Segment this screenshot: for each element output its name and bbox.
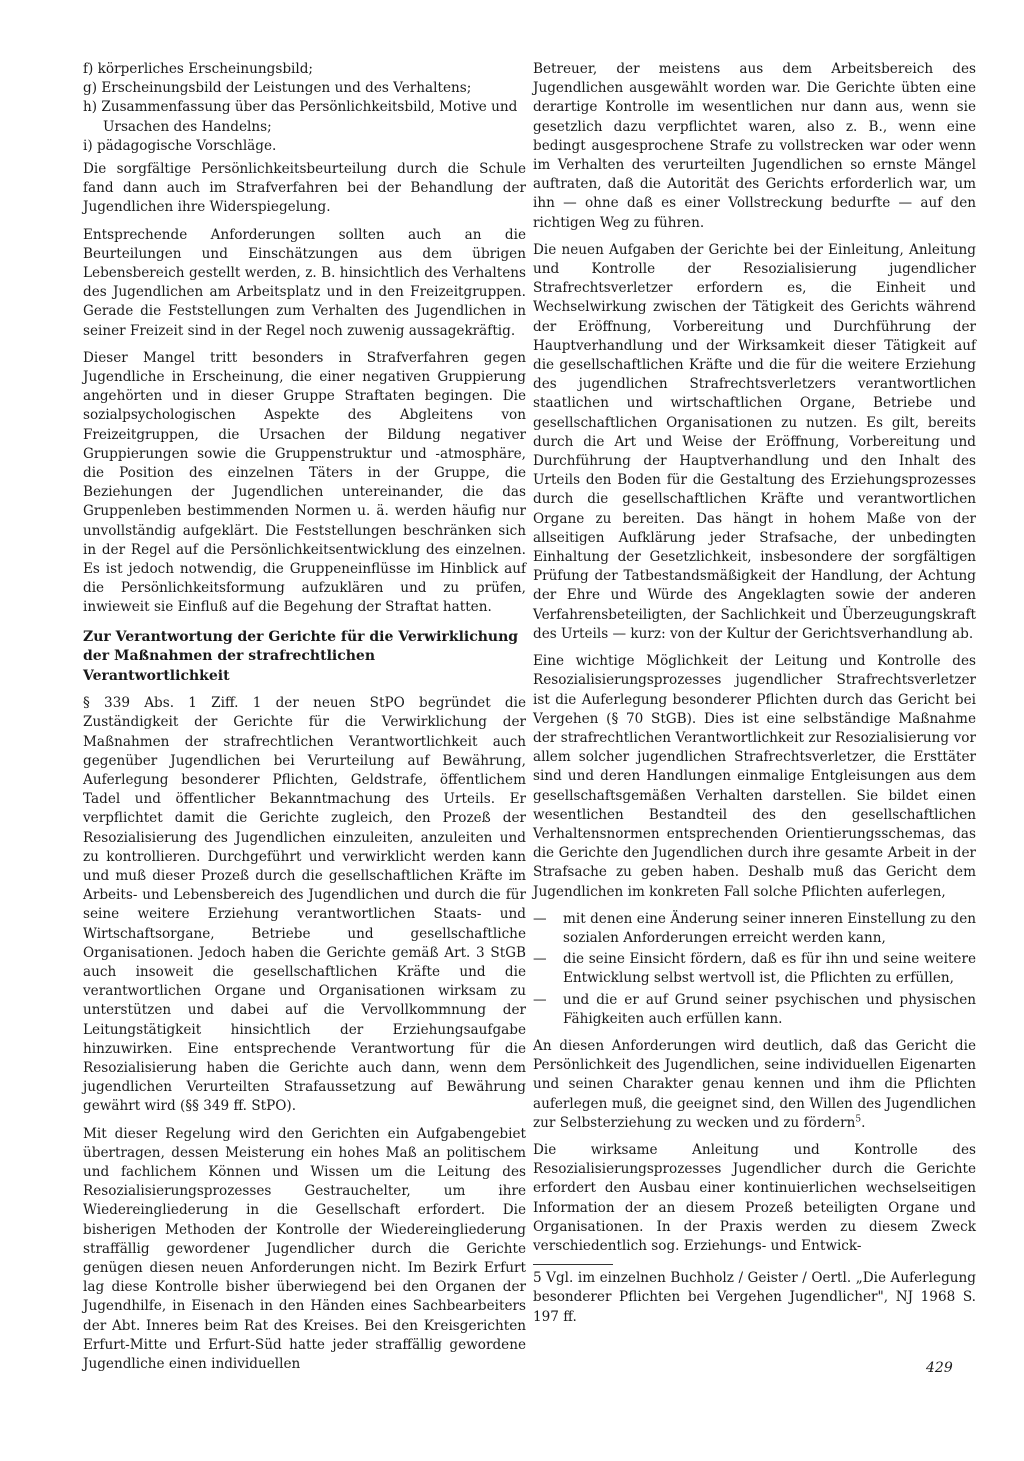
left-column (83, 60, 526, 1382)
body-paragraph: Eine wichtige Möglichkeit der Leitung und Kontrolle des Resozialisierungsprozesses jugendlicher Strafrechtsverletzer ist die Auferlegung besonderer Pflichten durch das Gericht bei Vergehen (§ 70 StGB). Dies ist eine selbständige Maßnahme der strafrechtlichen Verantwortlichkeit zur Resozialisierung vor allem solcher jugendlichen Strafrechtsverletzer, die Ersttäter sind und deren Handlungen einmalige Entgleisungen aus dem gesellschaftsgemäßen Verhalten darstellen. Sie bildet einen wesentlichen Bestandteil des den gesellschaftlichen Verhaltensnormen entsprechenden Orientierungsschemas, das die Gerichte den Jugendlichen durch ihre gesamte Arbeit in der Strafsache zu geben haben. Deshalb muß das Gericht dem Jugendlichen im konkreten Fall solche Pflichten auferlegen, (533, 653, 976, 900)
footnote-divider (533, 1264, 613, 1265)
footnote: 5 Vgl. im einzelnen Buchholz / Geister / Oertl. „Die Auferlegung besonderer Pflichten bei Vergehen Jugendlicher", NJ 1968 S. 197 ff. (533, 1270, 976, 1325)
body-paragraph: Dieser Mangel tritt besonders in Strafverfahren gegen Jugendliche in Erscheinung, die einer negativen Gruppierung angehörten und in dieser Gruppe Straftaten begingen. Die sozialpsychologischen Aspekte des Abgleitens von Freizeitgruppen, die Ursachen der Bildung negativer Gruppierungen sowie die Gruppenstruktur und -atmosphäre, die Position des einzelnen Täters in der Gruppe, die Beziehungen der Jugendlichen untereinander, die das Gruppenleben bestimmenden Normen u. ä. werden häufig nur unvollständig aufgeklärt. Die Feststellungen beschränken sich in der Regel auf die Persönlichkeitsentwicklung des einzelnen. Es ist jedoch notwendig, die Gruppeneinflüsse im Hinblick auf die Persönlichkeitsformung aufzuklären und zu prüfen, inwieweit sie Einfluß auf die Begehung der Straftat hatten. (83, 349, 526, 616)
list-item: h) Zusammenfassung über das Persönlichkeitsbild, Motive und Ursachen des Handelns; (83, 99, 518, 135)
body-paragraph (533, 1037, 976, 1133)
list-item-text: und die er auf Grund seiner psychischen und physischen Fähigkeiten auch erfüllen kann. (563, 991, 976, 1027)
dash-bullet: — (533, 951, 547, 968)
body-paragraph: Entsprechende Anforderungen sollten auch an die Beurteilungen und Einschätzungen aus dem übrigen Lebensbereich gestellt werden, z. B. hinsichtlich des Verhaltens des Jugendlichen am Arbeitsplatz und in den Freizeitgruppen. Gerade die Feststellungen zum Verhalten des Jugendlichen in seiner Freizeit sind in der Regel noch zuwenig aussagekräftig. (83, 226, 526, 339)
body-paragraph: Die neuen Aufgaben der Gerichte bei der Einleitung, Anleitung und Kontrolle der Resozialisierung jugendlicher Strafrechtsverletzer erfordern es, die Einheit und Wechselwirkung zwischen der Tätigkeit des Gerichts während der Eröffnung, Vorbereitung und Durchführung der Hauptverhandlung und der Wirksamkeit dieser Tätigkeit auf die gesellschaftlichen Kräfte und die für die weitere Erziehung des jugendlichen Strafrechtsverletzers verantwortlichen staatlichen und wirtschaftlichen Organe, Betriebe und gesellschaftlichen Organisationen zu nutzen. Es gilt, bereits durch die Art und Weise der Eröffnung, Vorbereitung und Durchführung der Hauptverhandlung und den Inhalt des Urteils den Boden für die Gestaltung des Erziehungsprozesses durch die gesellschaftlichen Kräfte und verantwortlichen Organe zu bereiten. Das hängt in hohem Maße von der allseitigen Aufklärung jeder Strafsache, der unbedingten Einhaltung der Gesetzlichkeit, insbesondere der sorgfältigen Prüfung der Tatbestandsmäßigkeit der Handlung, der Achtung der Ehre und Würde des Angeklagten sowie der anderen Verfahrensbeteiligten, der Sachlichkeit und Überzeugungskraft des Urteils — kurz: von der Kultur der Gerichtsverhandlung ab. (533, 241, 976, 642)
paragraph-end: . (861, 1114, 866, 1131)
assessment-criteria-list (83, 60, 526, 156)
section-heading: Zur Verantwortung der Gerichte für die Verwirklichung der Maßnahmen der strafrechtlichen Verantwortlichkeit (83, 628, 519, 684)
paragraph-text: An diesen Anforderungen wird deutlich, daß das Gericht die Persönlichkeit des Jugendlichen, seine individuellen Eigenarten und seinen Charakter genau kennen und ihm die Pflichten auferlegen muß, die geeignet sind, den Willen des Jugendlichen zur Selbsterziehung zu wecken und zu fördern (533, 1037, 976, 1131)
list-item-text: mit denen eine Änderung seiner inneren Einstellung zu den sozialen Anforderungen erreicht werden kann, (563, 910, 976, 946)
dash-bullet: — (533, 991, 547, 1008)
list-item: g) Erscheinungsbild der Leistungen und des Verhaltens; (83, 80, 472, 97)
list-item (533, 991, 976, 1029)
list-item-text: die seine Einsicht fördern, daß es für ihn und seine weitere Entwicklung selbst wertvoll ist, die Pflichten zu erfüllen, (563, 951, 976, 987)
body-paragraph: § 339 Abs. 1 Ziff. 1 der neuen StPO begründet die Zuständigkeit der Gerichte für die Verwirklichung der Maßnahmen der strafrechtlichen Verantwortlichkeit auch gegenüber Jugendlichen bei Verurteilung auf Bewährung, Auferlegung besonderer Pflichten, Geldstrafe, öffentlichem Tadel und öffentlicher Bekanntmachung des Urteils. Er verpflichtet damit die Gerichte zugleich, den Prozeß der Resozialisierung des Jugendlichen einzuleiten, anzuleiten und zu kontrollieren. Durchgeführt und verwirklicht werden kann und muß dieser Prozeß durch die gesellschaftlichen Kräfte im Arbeits- und Lebensbereich des Jugendlichen und durch die für seine weitere Erziehung verantwortlichen Staats- und Wirtschaftsorgane, Betriebe und gesellschaftliche Organisationen. Jedoch haben die Gerichte gemäß Art. 3 StGB auch insoweit die gesellschaftlichen Kräfte und die verantwortlichen Organe und Organisationen wirksam zu unterstützen und dabei auf die Vervollkommnung der Leitungstätigkeit hinsichtlich der Erziehungsaufgabe hinzuwirken. Eine entsprechende Verantwortung für die Resozialisierung haben die Gerichte auch dann, wenn dem jugendlichen Verurteilten Strafaussetzung auf Bewährung gewährt wird (§§ 349 ff. StPO). (83, 695, 526, 1115)
list-item (533, 950, 976, 988)
body-paragraph: Die wirksame Anleitung und Kontrolle des Resozialisierungsprozesses Jugendlicher durch die Gerichte erfordert den Ausbau einer kontinuierlichen wechselseitigen Information der an diesem Prozeß beteiligten Organe und Organisationen. In der Praxis werden zu diesem Zweck verschiedentlich sog. Erziehungs- und Entwick- (533, 1141, 976, 1254)
list-item: i) pädagogische Vorschläge. (83, 137, 277, 154)
list-item: f) körperliches Erscheinungsbild; (83, 61, 314, 77)
dash-bullet: — (533, 910, 547, 927)
list-item (533, 910, 976, 948)
body-paragraph: Betreuer, der meistens aus dem Arbeitsbereich des Jugendlichen ausgewählt worden war. Die Gerichte übten eine derartige Kontrolle im wesentlichen nur dann aus, wenn sie gesetzlich dazu verpflichtet waren, also z. B., wenn eine bedingt ausgesprochene Strafe zu vollstrecken war oder wenn im Verhalten des verurteilten Jugendlichen so ernste Mängel auftraten, daß die Autorität des Gerichts erforderlich war, um ihn — ohne daß es einer Vollstreckung bedurfte — auf den richtigen Weg zu führen. (533, 61, 976, 231)
obligations-list (533, 910, 976, 1029)
body-paragraph: Die sorgfältige Persönlichkeitsbeurteilung durch die Schule fand dann auch im Strafverfahren bei der Behandlung der Jugendlichen ihre Widerspiegelung. (83, 161, 526, 216)
body-paragraph: Mit dieser Regelung wird den Gerichten ein Aufgabengebiet übertragen, dessen Meisterung ein hohes Maß an politischem und fachlichem Können und Wissen um die Leitung des Resozialisierungsprozesses Gestrauchelter, um ihre Wiedereingliederung in die Gesellschaft erfordert. Die bisherigen Methoden der Kontrolle der Wiedereingliederung straffällig gewordener Jugendlicher durch die Gerichte genügen diesen neuen Anforderungen nicht. Im Bezirk Erfurt lag diese Kontrolle bisher überwiegend bei den Organen der Jugendhilfe, in Eisenach in den Händen eines Sachbearbeiters der Abt. Inneres beim Rat des Kreises. Bei den Kreisgerichten Erfurt-Mitte und Erfurt-Süd hatte jeder straffällig gewordene Jugendliche einen individuellen (83, 1125, 526, 1373)
page-number: 429 (926, 1360, 953, 1376)
right-column (533, 60, 976, 1335)
footnote-reference: 5 (855, 1114, 862, 1125)
